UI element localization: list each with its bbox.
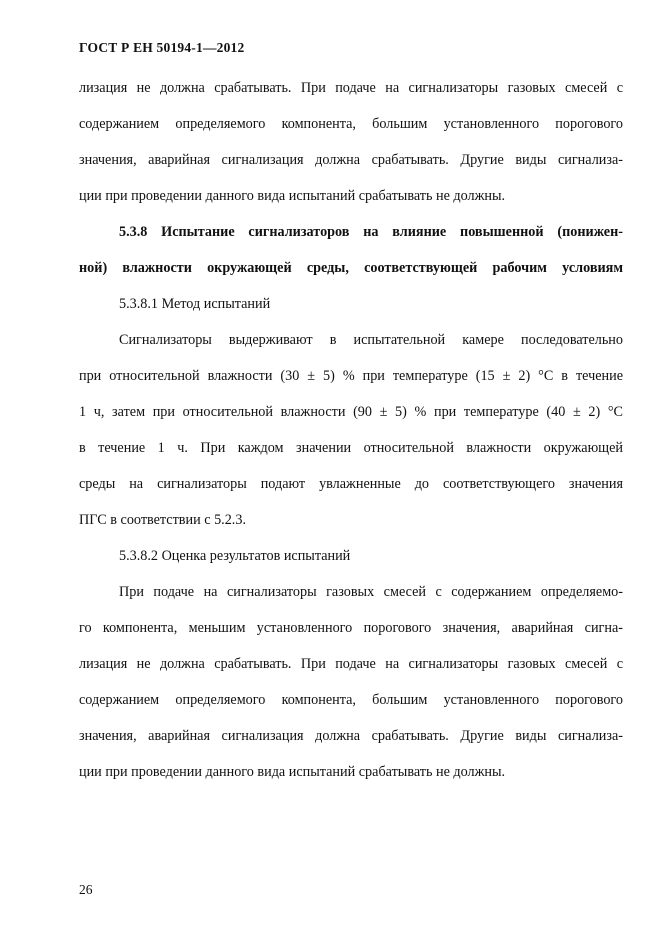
page-number: 26	[79, 882, 93, 897]
paragraph-line: при относительной влажности (30 ± 5) % при температуре (15 ± 2) °С в течение	[79, 368, 623, 384]
paragraph-line: го компонента, меньшим установленного порогового значения, аварийная сигна-	[79, 620, 623, 636]
paragraph-line: в течение 1 ч. При каждом значении относительной влажности окружающей	[79, 440, 623, 456]
method-subsection	[79, 294, 623, 546]
continued-paragraph	[79, 78, 623, 222]
paragraph-line: ции при проведении данного вида испытаний срабатывать не должны.	[79, 188, 506, 204]
paragraph-line: ции при проведении данного вида испытаний срабатывать не должны.	[79, 764, 506, 780]
paragraph-line: значения, аварийная сигнализация должна срабатывать. Другие виды сигнализа-	[79, 152, 623, 168]
method-heading: 5.3.8.1 Метод испытаний	[119, 296, 271, 312]
paragraph-line: лизация не должна срабатывать. При подаче на сигнализаторы газовых смесей с	[79, 80, 623, 96]
paragraph-line: ПГС в соответствии с 5.2.3.	[79, 512, 246, 528]
results-subsection	[79, 546, 623, 798]
heading-line: ной) влажности окружающей среды, соответствующей рабочим условиям	[79, 260, 623, 276]
paragraph-line: лизация не должна срабатывать. При подаче на сигнализаторы газовых смесей с	[79, 656, 623, 672]
paragraph-line: значения, аварийная сигнализация должна срабатывать. Другие виды сигнализа-	[79, 728, 623, 744]
document-header: ГОСТ Р ЕН 50194-1—2012	[79, 40, 245, 55]
heading-line: 5.3.8 Испытание сигнализаторов на влияние повышенной (понижен-	[119, 224, 623, 240]
paragraph-line: Сигнализаторы выдерживают в испытательной камере последовательно	[119, 332, 623, 348]
paragraph-line: 1 ч, затем при относительной влажности (90 ± 5) % при температуре (40 ± 2) °С	[79, 404, 623, 420]
paragraph-line: содержанием определяемого компонента, большим установленного порогового	[79, 692, 623, 708]
paragraph-line: содержанием определяемого компонента, большим установленного порогового	[79, 116, 623, 132]
paragraph-line: При подаче на сигнализаторы газовых смесей с содержанием определяемо-	[119, 584, 623, 600]
section-heading	[79, 222, 623, 294]
paragraph-line: среды на сигнализаторы подают увлажненные до соответствующего значения	[79, 476, 623, 492]
results-heading: 5.3.8.2 Оценка результатов испытаний	[119, 548, 351, 564]
